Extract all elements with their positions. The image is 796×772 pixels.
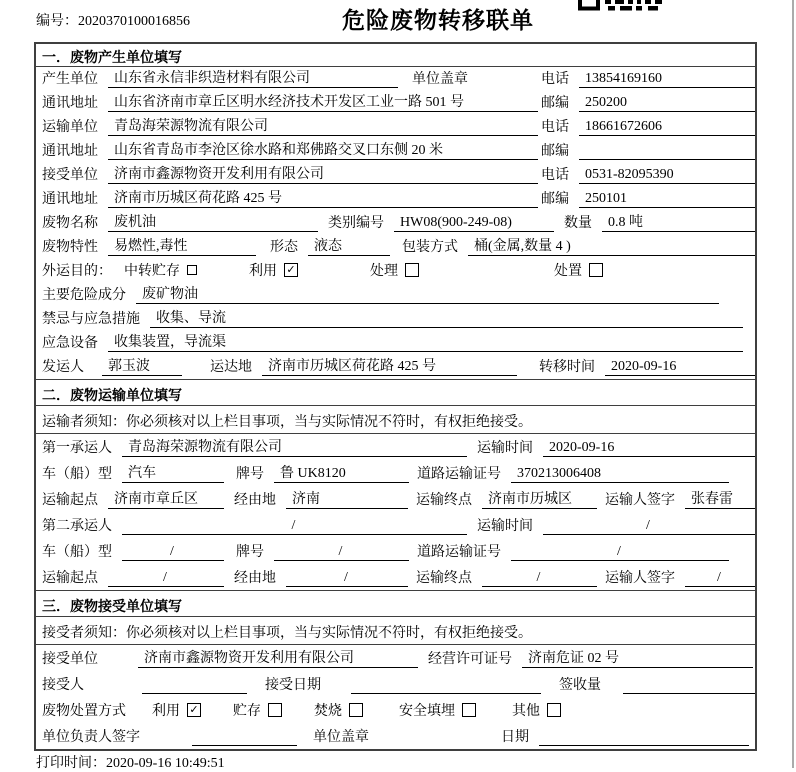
producer-zip-value: 250200 <box>579 95 755 112</box>
notice-label: 运输者须知： <box>42 415 126 430</box>
second-route-row <box>36 564 755 590</box>
responsible-sign-value <box>192 730 297 746</box>
notice-text: 你必须核对以上栏目事项，当与实际情况不符时，有权拒绝接受。 <box>126 415 532 430</box>
transport-time-label: 运输时间 <box>477 441 533 456</box>
accepting-unit-row <box>36 645 755 671</box>
checkbox-transfer-storage <box>187 265 197 275</box>
destination-value: 济南市历城区荷花路 425 号 <box>262 355 517 376</box>
first-carrier-label: 第一承运人 <box>42 441 112 456</box>
receiver-zip-label: 邮编 <box>541 192 569 207</box>
transporter-value: 青岛海荣源物流有限公司 <box>108 115 538 136</box>
first-vehicle-row <box>36 460 755 486</box>
road-cert-label: 道路运输证号 <box>417 467 501 482</box>
disposal-option-incinerate <box>314 700 363 720</box>
qr-code-partial-icon <box>578 0 662 11</box>
via-value: 济南 <box>286 488 408 509</box>
transfer-time-value: 2020-09-16 <box>605 359 755 376</box>
sender-label: 发运人 <box>42 360 84 375</box>
disposal-method-row <box>36 697 755 723</box>
quantity-value: 0.8 吨 <box>602 211 755 232</box>
waste-name-label: 废物名称 <box>42 216 98 231</box>
carrier-sign-label: 运输人签字 <box>605 493 675 508</box>
acceptor-value <box>142 678 247 694</box>
waste-property-row <box>36 235 755 259</box>
purpose-option-transfer-storage <box>124 260 197 280</box>
stamp-label: 单位盖章 <box>412 72 468 87</box>
purpose-option-utilize <box>249 260 298 280</box>
disposal-option-storage <box>233 700 282 720</box>
receiver-value: 济南市鑫源物资开发利用有限公司 <box>108 163 538 184</box>
checkbox-mark: ✓ <box>189 702 199 716</box>
section-3-header: 三．废物接受单位填写 <box>36 590 755 617</box>
serial-value: 2020370100016856 <box>78 14 190 29</box>
route-end-value: 济南市历城区 <box>482 488 597 509</box>
address-label: 通讯地址 <box>42 96 98 111</box>
receiver-phone-label: 电话 <box>541 168 569 183</box>
first-carrier-value: 青岛海荣源物流有限公司 <box>122 436 467 457</box>
plate-label: 牌号 <box>236 467 264 482</box>
producer-address-row <box>36 91 755 115</box>
disposal-option-utilize <box>152 700 201 720</box>
emergency-equipment-row <box>36 331 755 355</box>
purpose-label: 外运目的： <box>42 264 112 279</box>
receiver-phone-value: 0531-82095390 <box>579 167 755 184</box>
second-vehicle-row <box>36 538 755 564</box>
disposal-option-landfill <box>399 700 476 720</box>
taboo-measures-row <box>36 307 755 331</box>
equipment-value: 收集装置，导流渠 <box>108 331 743 352</box>
equipment-label: 应急设备 <box>42 336 98 351</box>
transporter-row <box>36 115 755 139</box>
option-label: 处理 <box>370 264 398 279</box>
vehicle-type-value: / <box>122 544 224 561</box>
transporter-address-value: 山东省青岛市李沧区徐水路和郑佛路交叉口东侧 20 米 <box>108 139 538 160</box>
responsible-sign-label: 单位负责人签字 <box>42 730 140 745</box>
transporter-label: 运输单位 <box>42 120 98 135</box>
receiver-notice-row <box>36 617 755 645</box>
section-1-header: 一．废物产生单位填写 <box>36 44 755 67</box>
checkbox-other <box>547 703 561 717</box>
carrier-sign-label: 运输人签字 <box>605 571 675 586</box>
transport-time-value: 2020-09-16 <box>543 440 755 457</box>
transporter-phone-label: 电话 <box>541 120 569 135</box>
destination-label: 运达地 <box>210 360 252 375</box>
date-value <box>539 730 749 746</box>
packing-label: 包装方式 <box>402 240 458 255</box>
checkbox-utilize <box>284 263 298 277</box>
producer-zip-label: 邮编 <box>541 96 569 111</box>
transfer-time-label: 转移时间 <box>539 360 595 375</box>
transporter-phone-value: 18661672606 <box>579 119 755 136</box>
received-qty-label: 签收量 <box>559 678 601 693</box>
producer-row <box>36 67 755 91</box>
sender-value: 郭玉波 <box>102 355 182 376</box>
print-time-label: 打印时间： <box>36 756 106 771</box>
page-title: 危险废物转移联单 <box>342 8 534 33</box>
serial-label: 编号： <box>36 14 78 29</box>
road-cert-value: 370213006408 <box>511 466 729 483</box>
acceptor-row <box>36 671 755 697</box>
via-label: 经由地 <box>234 571 276 586</box>
transporter-notice-row <box>36 406 755 434</box>
route-start-label: 运输起点 <box>42 571 98 586</box>
plate-label: 牌号 <box>236 545 264 560</box>
hazard-value: 废矿物油 <box>136 283 719 304</box>
option-label: 中转贮存 <box>124 264 180 279</box>
disposal-option-other <box>512 700 561 720</box>
receiver-label: 接受单位 <box>42 168 98 183</box>
notice-label: 接受者须知： <box>42 626 126 641</box>
waste-name-value: 废机油 <box>108 211 318 232</box>
receiver-address-row <box>36 187 755 211</box>
second-carrier-label: 第二承运人 <box>42 519 112 534</box>
accept-date-value <box>351 678 541 694</box>
quantity-label: 数量 <box>564 216 592 231</box>
checkbox-dispose <box>589 263 603 277</box>
option-label: 利用 <box>249 264 277 279</box>
checkbox-landfill <box>462 703 476 717</box>
disposal-method-label: 废物处置方式 <box>42 704 126 719</box>
page-edge-line <box>792 0 794 768</box>
via-label: 经由地 <box>234 493 276 508</box>
responsible-sign-row <box>36 723 755 749</box>
packing-value: 桶(金属,数量 4 ) <box>468 235 755 256</box>
checkbox-utilize <box>187 703 201 717</box>
print-time-value: 2020-09-16 10:49:51 <box>106 756 225 771</box>
producer-phone-label: 电话 <box>541 72 569 87</box>
producer-phone-value: 13854169160 <box>579 71 755 88</box>
producer-value: 山东省永信非织造材料有限公司 <box>108 67 398 88</box>
received-qty-value <box>623 678 755 694</box>
plate-value: 鲁 UK8120 <box>274 462 409 483</box>
form-value: 液态 <box>308 235 390 256</box>
vehicle-type-value: 汽车 <box>122 462 224 483</box>
transport-time-value: / <box>543 518 755 535</box>
hazard-label: 主要危险成分 <box>42 288 126 303</box>
route-start-label: 运输起点 <box>42 493 98 508</box>
acceptor-label: 接受人 <box>42 678 84 693</box>
date-label: 日期 <box>501 730 529 745</box>
address-label: 通讯地址 <box>42 144 98 159</box>
transporter-zip-value <box>579 144 755 160</box>
taboo-label: 禁忌与应急措施 <box>42 312 140 327</box>
category-label: 类别编号 <box>328 216 384 231</box>
route-end-value: / <box>482 570 597 587</box>
unit-stamp-label: 单位盖章 <box>313 730 369 745</box>
address-label: 通讯地址 <box>42 192 98 207</box>
option-label: 其他 <box>512 704 540 719</box>
print-time <box>36 752 225 772</box>
first-carrier-row <box>36 434 755 460</box>
plate-value: / <box>274 544 409 561</box>
carrier-sign-value: 张春雷 <box>685 488 755 509</box>
transporter-zip-label: 邮编 <box>541 144 569 159</box>
sender-row <box>36 355 755 379</box>
checkbox-treat <box>405 263 419 277</box>
notice-text: 你必须核对以上栏目事项，当与实际情况不符时，有权拒绝接受。 <box>126 626 532 641</box>
purpose-row <box>36 259 755 283</box>
receiver-address-value: 济南市历城区荷花路 425 号 <box>108 187 538 208</box>
transfer-form-table <box>34 42 757 751</box>
form-label: 形态 <box>270 240 298 255</box>
producer-address-value: 山东省济南市章丘区明水经济技术开发区工业一路 501 号 <box>108 91 538 112</box>
carrier-sign-value: / <box>685 570 755 587</box>
producer-label: 产生单位 <box>42 72 98 87</box>
route-start-value: / <box>108 570 224 587</box>
license-value: 济南危证 02 号 <box>522 647 753 668</box>
section-2-header: 二．废物运输单位填写 <box>36 379 755 406</box>
option-label: 焚烧 <box>314 704 342 719</box>
accepting-unit-label: 接受单位 <box>42 652 98 667</box>
accepting-unit-value: 济南市鑫源物资开发利用有限公司 <box>138 647 418 668</box>
license-label: 经营许可证号 <box>428 652 512 667</box>
route-end-label: 运输终点 <box>416 571 472 586</box>
transport-time-label: 运输时间 <box>477 519 533 534</box>
road-cert-value: / <box>511 544 729 561</box>
checkbox-storage <box>268 703 282 717</box>
route-end-label: 运输终点 <box>416 493 472 508</box>
vehicle-type-label: 车（船）型 <box>42 467 112 482</box>
checkbox-incinerate <box>349 703 363 717</box>
receiver-row <box>36 163 755 187</box>
option-label: 处置 <box>554 264 582 279</box>
transporter-address-row <box>36 139 755 163</box>
first-route-row <box>36 486 755 512</box>
second-carrier-row <box>36 512 755 538</box>
option-label: 贮存 <box>233 704 261 719</box>
category-value: HW08(900-249-08) <box>394 215 554 232</box>
second-carrier-value: / <box>122 518 467 535</box>
accept-date-label: 接受日期 <box>265 678 321 693</box>
waste-property-value: 易燃性,毒性 <box>108 235 256 256</box>
purpose-option-treat <box>370 260 419 280</box>
checkbox-mark: ✓ <box>286 262 296 276</box>
taboo-value: 收集、导流 <box>150 307 743 328</box>
option-label: 利用 <box>152 704 180 719</box>
hazard-component-row <box>36 283 755 307</box>
road-cert-label: 道路运输证号 <box>417 545 501 560</box>
route-start-value: 济南市章丘区 <box>108 488 224 509</box>
purpose-option-dispose <box>554 260 603 280</box>
receiver-zip-value: 250101 <box>579 191 755 208</box>
vehicle-type-label: 车（船）型 <box>42 545 112 560</box>
waste-name-row <box>36 211 755 235</box>
option-label: 安全填埋 <box>399 704 455 719</box>
waste-property-label: 废物特性 <box>42 240 98 255</box>
via-value: / <box>286 570 408 587</box>
